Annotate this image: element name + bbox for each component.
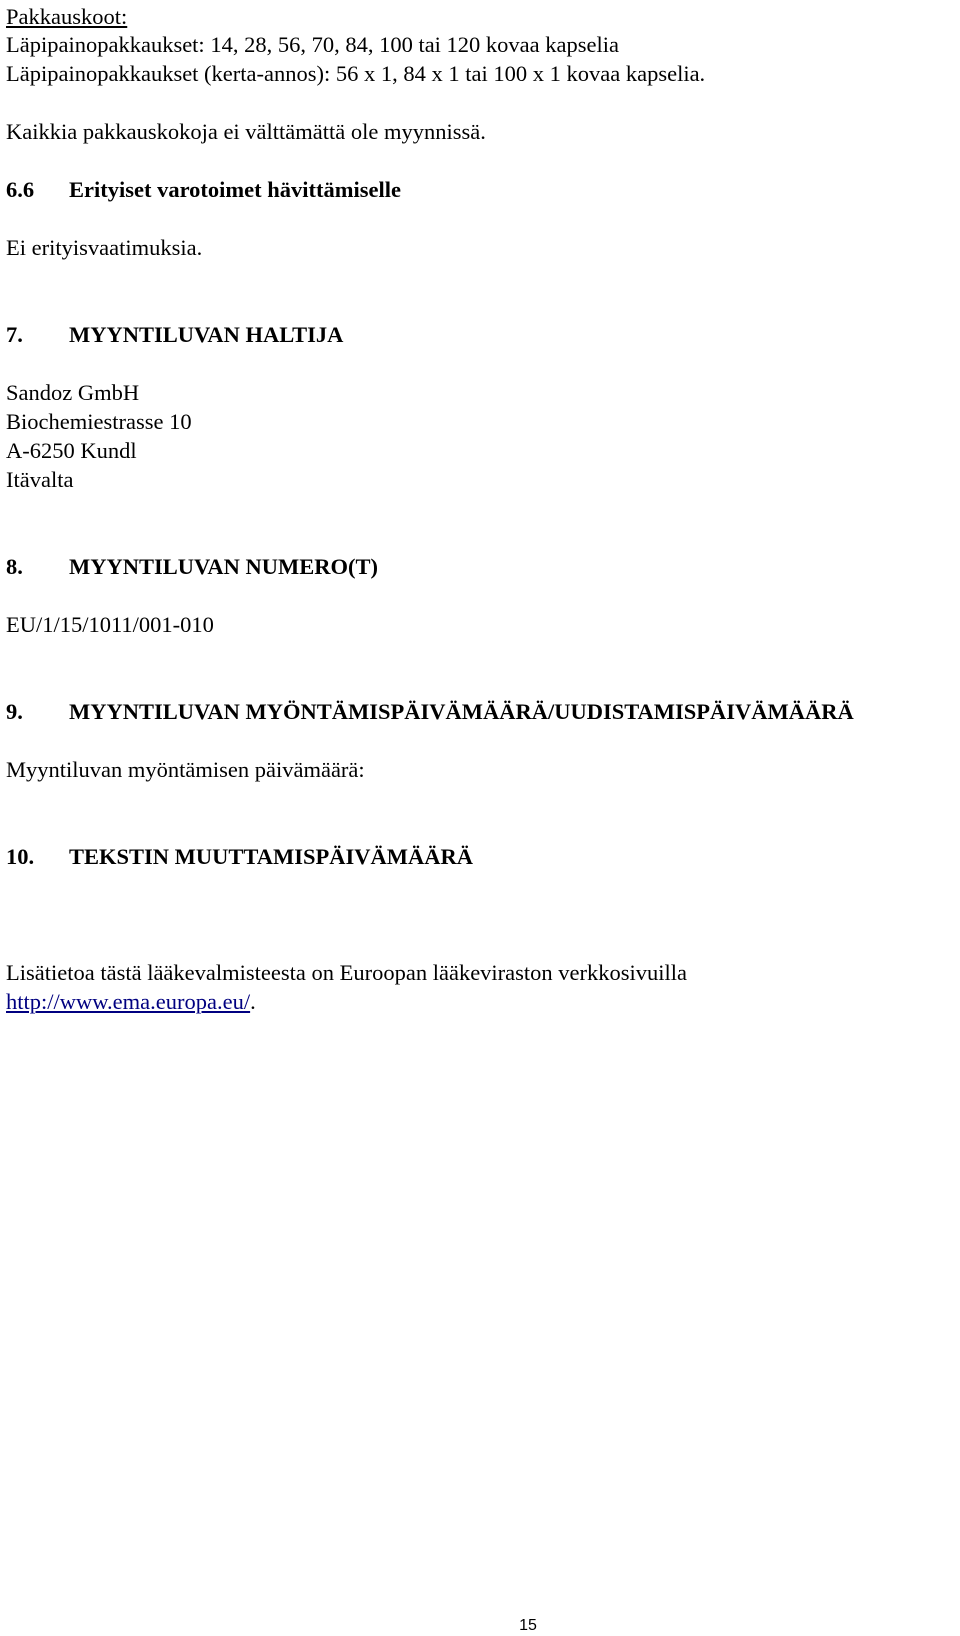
section-6-6-text: Ei erityisvaatimuksia. xyxy=(6,235,203,260)
section-10-title: TEKSTIN MUUTTAMISPÄIVÄMÄÄRÄ xyxy=(69,844,473,869)
section-10-number: 10. xyxy=(6,844,35,869)
section-9-number: 9. xyxy=(6,699,23,724)
more-info-text: Lisätietoa tästä lääkevalmisteesta on Euroopan lääkeviraston verkkosivuilla xyxy=(6,960,688,985)
section-9-heading xyxy=(6,701,854,724)
holder-company: Sandoz GmbH xyxy=(6,380,140,405)
packaging-note: Kaikkia pakkauskokoja ei välttämättä ole myynnissä. xyxy=(6,119,486,144)
holder-country: Itävalta xyxy=(6,467,74,492)
authorisation-number: EU/1/15/1011/001-010 xyxy=(6,612,214,637)
section-10-heading xyxy=(6,846,473,869)
page-number: 15 xyxy=(519,1617,537,1634)
section-8-number: 8. xyxy=(6,554,23,579)
holder-street: Biochemiestrasse 10 xyxy=(6,409,192,434)
section-8-heading xyxy=(6,556,378,579)
section-7-title: MYYNTILUVAN HALTIJA xyxy=(69,322,344,347)
ema-website-link[interactable]: http://www.ema.europa.eu/ xyxy=(6,989,251,1014)
authorisation-date-label: Myyntiluvan myöntämisen päivämäärä: xyxy=(6,757,365,782)
section-7-number: 7. xyxy=(6,322,23,347)
section-7-heading xyxy=(6,324,343,347)
section-6-6-number: 6.6 xyxy=(6,177,35,202)
link-trailing-period: . xyxy=(250,989,256,1014)
section-8-title: MYYNTILUVAN NUMERO(T) xyxy=(69,554,378,579)
section-6-6-title: Erityiset varotoimet hävittämiselle xyxy=(69,177,401,202)
section-6-6-heading xyxy=(6,179,401,202)
more-info-link-line xyxy=(6,991,256,1014)
section-9-title: MYYNTILUVAN MYÖNTÄMISPÄIVÄMÄÄRÄ/UUDISTAMISPÄIVÄMÄÄRÄ xyxy=(69,699,854,724)
packaging-line-1: Läpipainopakkaukset: 14, 28, 56, 70, 84, 100 tai 120 kovaa kapselia xyxy=(6,32,619,57)
packaging-heading: Pakkauskoot: xyxy=(6,4,128,29)
packaging-line-2: Läpipainopakkaukset (kerta-annos): 56 x 1, 84 x 1 tai 100 x 1 kovaa kapselia. xyxy=(6,61,706,86)
holder-city: A-6250 Kundl xyxy=(6,438,137,463)
